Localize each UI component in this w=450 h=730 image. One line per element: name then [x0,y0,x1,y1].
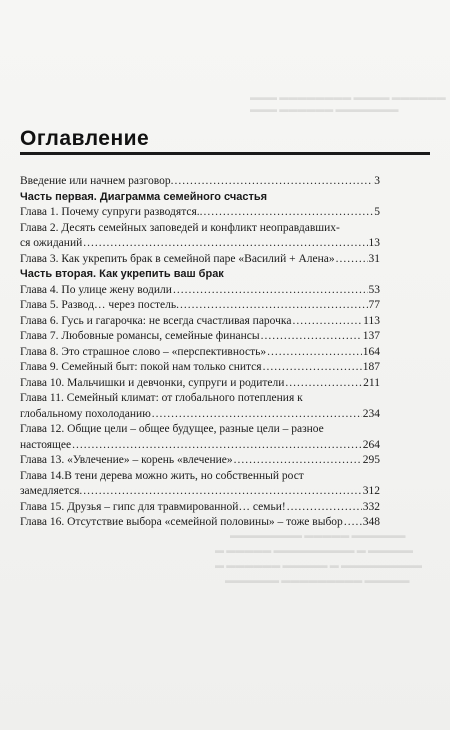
toc-entry-title: Глава 6. Гусь и гагарочка: не всегда счастливая парочка [20,314,292,327]
toc-page-number: 312 [362,485,380,497]
toc-leader-dots [263,360,362,376]
title-underline [20,152,430,155]
bleed-through-text: ▬ ▬▬▬▬▬ ▬▬▬▬▬▬▬▬▬ ▬ ▬▬▬▬▬ [215,545,413,555]
toc-entry [20,298,380,314]
toc-entry-title: Глава 5. Развод… через постель. [20,299,180,311]
toc-entry-title: ся ожиданий [20,237,83,249]
toc-leader-dots [152,407,362,423]
toc-leader-dots [287,500,362,516]
toc-entry-title: Часть первая. Диаграмма семейного счастья [20,190,268,203]
toc-entry [20,515,380,531]
toc-leader-dots [173,283,368,299]
toc-entry [20,314,380,330]
toc-page-number: 187 [362,361,380,373]
toc-entry-title: настоящее [20,438,72,451]
toc-section-heading [20,267,380,283]
table-of-contents [20,174,380,531]
toc-page-number: 53 [368,283,380,296]
toc-entry-title: замедляется. [20,485,83,497]
toc-entry-title: Глава 7. Любовные романсы, семейные финансы [20,330,260,342]
toc-page-number: 295 [362,454,380,466]
toc-page-number: 113 [363,314,380,327]
toc-leader-dots [83,484,361,500]
toc-page-number: 5 [374,206,380,218]
toc-entry-title: Глава 4. По улице жену водили [20,283,172,296]
toc-entry-line: Глава 12. Общие цели – общее будущее, разные цели – разное [20,423,324,435]
toc-entry-line: Глава 2. Десять семейных заповедей и конфликт неоправдавших- [20,221,340,234]
bleed-through-text: ▬ ▬▬▬▬▬▬ ▬▬▬▬▬ ▬ ▬▬▬▬▬▬▬▬▬ [215,560,422,570]
toc-page-number: 211 [363,376,380,389]
toc-entry [20,283,380,299]
toc-page-number: 31 [368,252,380,265]
toc-leader-dots [234,453,362,469]
toc-entry-title: Глава 8. Это страшное слово – «перспективность» [20,345,267,358]
toc-entry-title: Часть вторая. Как укрепить ваш брак [20,268,224,280]
toc-entry-title: глобальному похолоданию [20,407,151,420]
toc-page-number: 137 [362,330,380,342]
bleed-through-text: ▬▬▬ ▬▬▬▬▬▬ ▬▬▬▬▬▬▬ [250,104,399,114]
toc-leader-dots [292,314,362,330]
toc-entry [20,252,380,268]
toc-page-number: 264 [362,438,380,451]
toc-entry [20,376,380,392]
toc-leader-dots [267,345,362,361]
toc-leader-dots [344,515,362,531]
toc-leader-dots [83,236,367,252]
toc-entry [20,484,380,500]
toc-entry [20,453,380,469]
toc-entry [20,205,380,221]
toc-leader-dots [261,329,362,345]
page-title: Оглавление [20,127,150,150]
toc-entry-title: Введение или начнем разговор. [20,175,174,187]
toc-leader-dots [204,205,374,221]
toc-leader-dots [180,298,367,314]
toc-entry-title: Глава 10. Мальчишки и девчонки, супруги и родители [20,376,285,389]
toc-page-number: 77 [368,299,380,311]
bleed-through-text: ▬▬▬▬▬▬▬▬ ▬▬▬▬▬ ▬▬▬▬▬▬ [230,530,406,540]
toc-entry-title: Глава 1. Почему супруги разводятся.. [20,206,203,218]
toc-page-number: 234 [362,407,380,420]
toc-entry [20,500,380,516]
bleed-through-text: ▬▬▬▬▬▬ ▬▬▬▬▬▬▬▬▬ ▬▬▬▬▬ [225,575,410,585]
toc-entry [20,407,380,423]
bleed-through-text: ▬▬▬ ▬▬▬▬▬▬▬▬ ▬▬▬▬ ▬▬▬▬▬▬ [250,92,446,102]
toc-entry-title: Глава 9. Семейный быт: покой нам только снится [20,361,262,373]
toc-leader-dots [174,174,373,190]
toc-section-heading [20,190,380,206]
toc-entry-line: Глава 14.В тени дерева можно жить, но собственный рост [20,469,304,482]
toc-page-number: 164 [362,345,380,358]
toc-entry [20,236,380,252]
toc-leader-dots [336,252,368,268]
toc-page-number: 332 [362,500,380,513]
toc-entry-title: Глава 3. Как укрепить брак в семейной паре «Василий + Алена» [20,252,335,265]
toc-entry-title: Глава 15. Друзья – гипс для травмированной… семьи! [20,500,286,513]
toc-entry [20,345,380,361]
toc-page-number: 13 [368,237,380,249]
toc-page-number: 3 [374,175,380,187]
toc-entry [20,360,380,376]
toc-entry [20,329,380,345]
toc-entry [20,438,380,454]
toc-entry [20,174,380,190]
toc-entry-line: Глава 11. Семейный климат: от глобального потепления к [20,392,303,404]
toc-leader-dots [72,438,362,454]
toc-leader-dots [285,376,362,392]
toc-page-number: 348 [362,516,380,528]
toc-entry-title: Глава 16. Отсутствие выбора «семейной половины» – тоже выбор [20,516,343,528]
toc-entry-title: Глава 13. «Увлечение» – корень «влечение» [20,454,233,466]
